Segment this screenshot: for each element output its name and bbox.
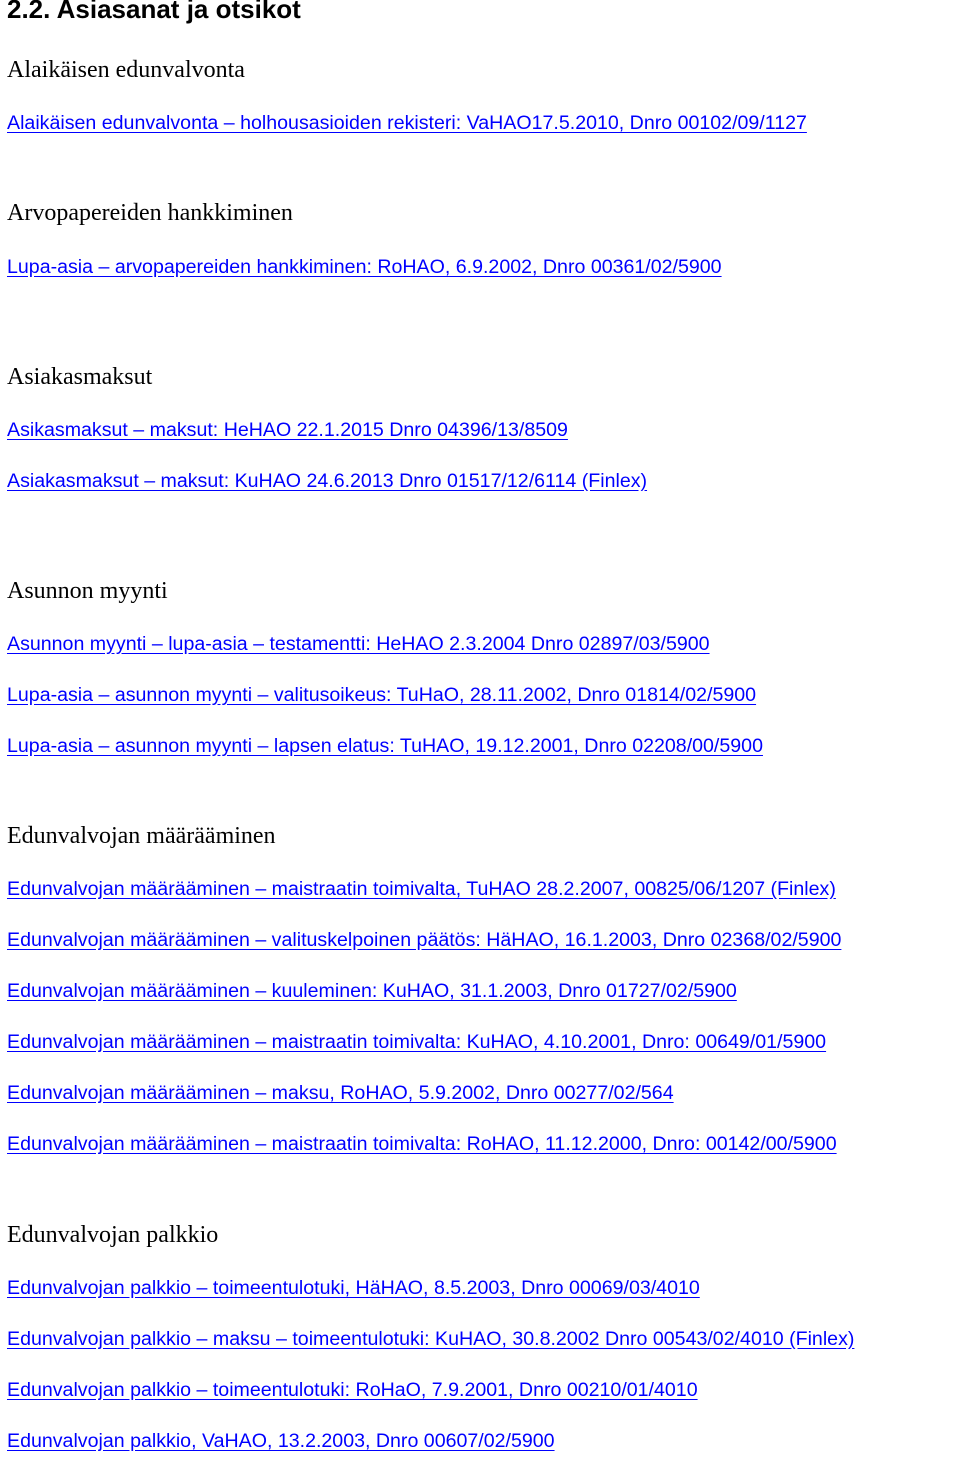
decision-link[interactable]: Edunvalvojan palkkio – toimeentulotuki: RoHaO, 7.9.2001, Dnro 00210/01/4010 [7,1379,698,1401]
decision-link[interactable]: Edunvalvojan määrääminen – maistraatin toimivalta: RoHAO, 11.12.2000, Dnro: 00142/00/5900 [7,1133,837,1155]
decision-link[interactable]: Edunvalvojan palkkio – toimeentulotuki, HäHAO, 8.5.2003, Dnro 00069/03/4010 [7,1277,700,1299]
section-heading: Arvopapereiden hankkiminen [7,200,293,226]
decision-link[interactable]: Alaikäisen edunvalvonta – holhousasioiden rekisteri: VaHAO17.5.2010, Dnro 00102/09/1127 [7,112,807,134]
decision-link[interactable]: Lupa-asia – arvopapereiden hankkiminen: RoHAO, 6.9.2002, Dnro 00361/02/5900 [7,256,722,278]
section-heading: Edunvalvojan määrääminen [7,823,276,849]
decision-link[interactable]: Lupa-asia – asunnon myynti – lapsen elatus: TuHAO, 19.12.2001, Dnro 02208/00/5900 [7,735,763,757]
decision-link[interactable]: Asiakasmaksut – maksut: KuHAO 24.6.2013 Dnro 01517/12/6114 (Finlex) [7,470,648,492]
section-heading: Alaikäisen edunvalvonta [7,57,245,83]
decision-link[interactable]: Edunvalvojan palkkio – maksu – toimeentulotuki: KuHAO, 30.8.2002 Dnro 00543/02/4010 (Finlex) [7,1328,855,1350]
section-heading: Edunvalvojan palkkio [7,1222,219,1248]
decision-link[interactable]: Edunvalvojan palkkio, VaHAO, 13.2.2003, Dnro 00607/02/5900 [7,1430,555,1452]
decision-link[interactable]: Edunvalvojan määrääminen – valituskelpoinen päätös: HäHAO, 16.1.2003, Dnro 02368/02/5900 [7,929,842,951]
page-title: 2.2. Asiasanat ja otsikot [7,0,301,24]
decision-link[interactable]: Lupa-asia – asunnon myynti – valitusoikeus: TuHaO, 28.11.2002, Dnro 01814/02/5900 [7,684,757,706]
section-heading: Asunnon myynti [7,578,168,604]
decision-link[interactable]: Edunvalvojan määrääminen – maksu, RoHAO, 5.9.2002, Dnro 00277/02/564 [7,1082,674,1104]
decision-link[interactable]: Edunvalvojan määrääminen – maistraatin toimivalta, TuHAO 28.2.2007, 00825/06/1207 (Finlex) [7,878,836,900]
section-heading: Asiakasmaksut [7,364,153,390]
decision-link[interactable]: Edunvalvojan määrääminen – maistraatin toimivalta: KuHAO, 4.10.2001, Dnro: 00649/01/5900 [7,1031,827,1053]
decision-link[interactable]: Edunvalvojan määrääminen – kuuleminen: KuHAO, 31.1.2003, Dnro 01727/02/5900 [7,980,737,1002]
decision-link[interactable]: Asunnon myynti – lupa-asia – testamentti: HeHAO 2.3.2004 Dnro 02897/03/5900 [7,633,710,655]
decision-link[interactable]: Asikasmaksut – maksut: HeHAO 22.1.2015 Dnro 04396/13/8509 [7,419,568,441]
